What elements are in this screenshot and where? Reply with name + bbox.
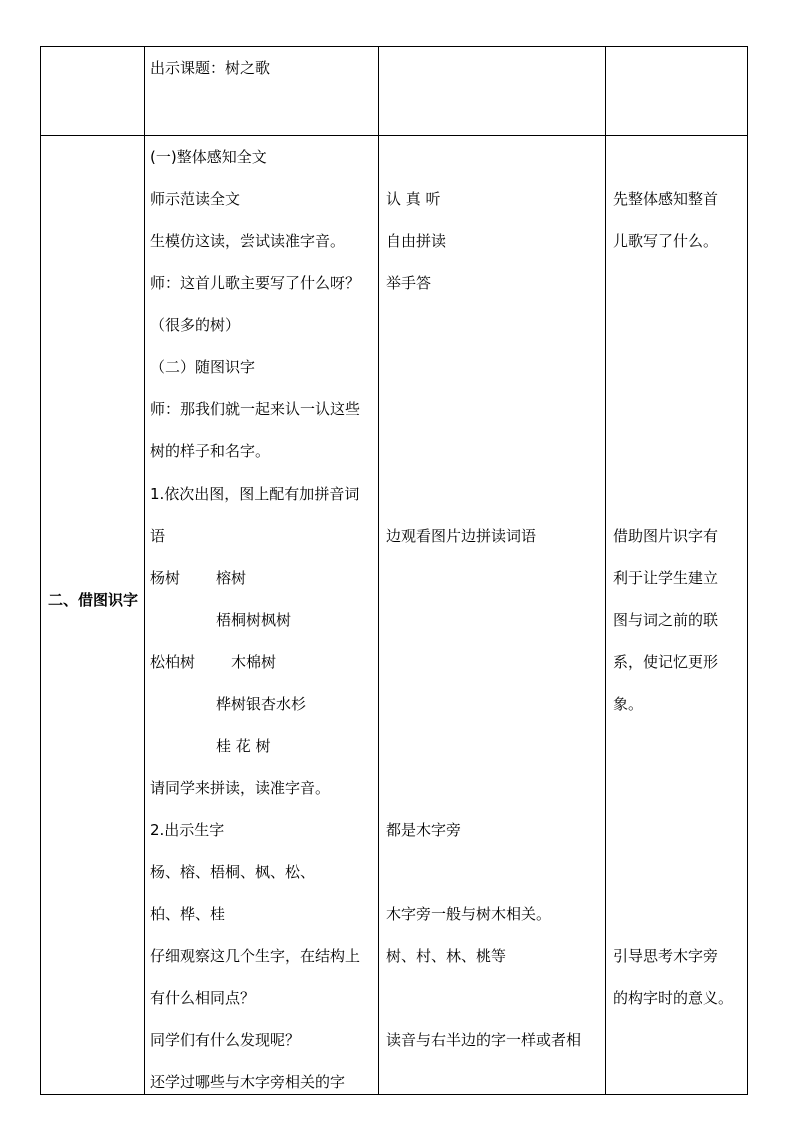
tree-name: 木棉树 [231, 653, 277, 671]
intent-line: 借助图片识字有 [613, 527, 719, 545]
intent-line: 的构字时的意义。 [613, 989, 734, 1007]
table-col-divider-3 [605, 46, 606, 1095]
teacher-line: 有什么相同点？ [150, 989, 256, 1007]
teacher-line: 语 [150, 527, 166, 545]
tree-name: 榕树 [216, 569, 247, 587]
intent-line: 引导思考木字旁 [613, 947, 719, 965]
lesson-title-text: 出示课题：树之歌 [150, 59, 271, 77]
student-line: 读音与右半边的字一样或者相 [386, 1031, 582, 1049]
student-line: 都是木字旁 [386, 821, 462, 839]
student-line: 认 真 听 [386, 190, 441, 208]
table-col-divider-1 [144, 46, 145, 1095]
teacher-line: 2.出示生字 [150, 821, 225, 839]
tree-name: 杨树 [150, 569, 181, 587]
teacher-line: 生模仿这读，尝试读准字音。 [150, 232, 346, 250]
teacher-line: 师：这首儿歌主要写了什么呀？ [150, 274, 361, 292]
table-col-divider-2 [378, 46, 379, 1095]
tree-name: 梧桐树枫树 [216, 611, 292, 629]
teacher-line: (一)整体感知全文 [150, 148, 267, 166]
teacher-line: 师示范读全文 [150, 190, 241, 208]
teacher-line: 柏、桦、桂 [150, 905, 226, 923]
teacher-line: 还学过哪些与木字旁相关的字 [150, 1073, 346, 1091]
student-line: 自由拼读 [386, 232, 447, 250]
table-border-bottom [40, 1094, 748, 1095]
teacher-line: 师：那我们就一起来认一认这些 [150, 400, 361, 418]
teacher-line: （二）随图识字 [150, 358, 256, 376]
student-line: 树、村、林、桃等 [386, 947, 507, 965]
table-border-left [40, 46, 41, 1095]
teacher-line: （很多的树） [150, 316, 241, 334]
tree-name: 桂 花 树 [216, 737, 271, 755]
section-title: 二、借图识字 [48, 591, 139, 609]
intent-line: 儿歌写了什么。 [613, 232, 719, 250]
student-line: 边观看图片边拼读词语 [386, 527, 537, 545]
intent-line: 图与词之前的联 [613, 611, 719, 629]
table-border-top [40, 46, 748, 47]
teacher-line: 树的样子和名字。 [150, 442, 271, 460]
tree-name: 松柏树 [150, 653, 196, 671]
teacher-line: 杨、榕、梧桐、枫、松、 [150, 863, 316, 881]
teacher-line: 1.依次出图，图上配有加拼音词 [150, 485, 360, 503]
intent-line: 系，使记忆更形 [613, 653, 719, 671]
teacher-line: 仔细观察这几个生字，在结构上 [150, 947, 361, 965]
student-line: 举手答 [386, 274, 432, 292]
teacher-line: 同学们有什么发现呢？ [150, 1031, 301, 1049]
student-line: 木字旁一般与树木相关。 [386, 905, 552, 923]
table-border-right [747, 46, 748, 1095]
teacher-line: 请同学来拼读，读准字音。 [150, 779, 331, 797]
table-row-divider [40, 135, 748, 136]
intent-line: 先整体感知整首 [613, 190, 719, 208]
tree-name: 桦树银杏水杉 [216, 695, 307, 713]
intent-line: 利于让学生建立 [613, 569, 719, 587]
intent-line: 象。 [613, 695, 644, 713]
